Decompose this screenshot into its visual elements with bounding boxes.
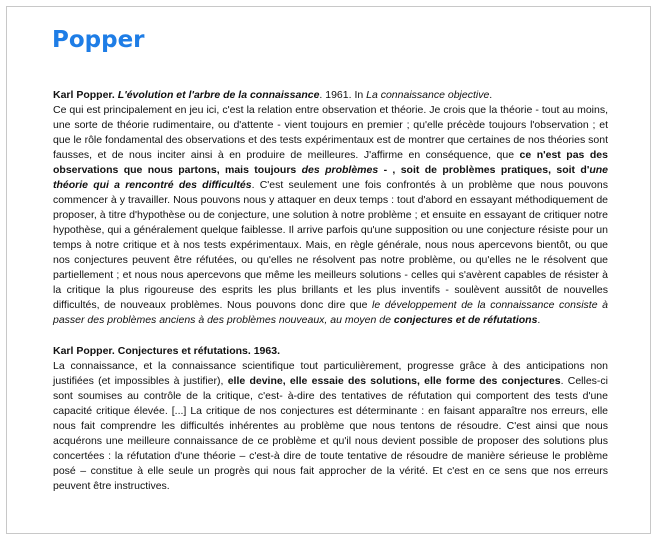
section-1-bold-italic-2: une théorie qui a rencontré des difficultés [53,164,608,191]
section-1-date: . 1961. In [319,89,367,101]
section-2-text-2: . Celles-ci sont soumises au contrôle de la critique, c'est- à-dire des tentatives de réfutation qui comportent des tests d'une capacité critique élevée. [...] La critique de nos conjectures est déterminante : en faisant apparaître nos erreurs, elle nous fait comprendre les difficultés inhérentes au problème que nous tentons de résoudre. C'est ainsi que nous acquérons une meilleure connaissance de ce problème et qu'il nous devient possible de proposer des solutions plus concertées : la réfutation d'une théorie – c'est-à dire de toute tentative de résoudre de manière sérieuse le problème posé – constitue à elle seule un progrès qui nous fait approcher de la vérité. Et c'est en ce sens que nos erreurs peuvent être instructives. [53,375,608,492]
section-1-text-1: Ce qui est principalement en jeu ici, c'est la relation entre observation et théorie. Je crois que la théorie - tout au moins, une sorte de théorie rudimentaire, ou d'attente - vient toujours en premier ; qu'elle précède toujours l'observation ; et que le rôle fondamental des observations et des tests expérimentaux est de montrer que certaines de nos théories sont fausses, et de nous inciter ainsi à en produire de meilleures. J'affirme en conséquence, que [53,104,608,161]
section-1-author: Karl Popper. [53,89,118,101]
section-1-text-2: . C'est seulement une fois confrontés à un problème que nous pouvons commencer à y travailler. Nous pouvons nous y attaquer en deux temps : tout d'abord en essayant méthodiquement de proposer, à titre d'hypothèse ou de conjecture, une solution à notre problème ; et ensuite en essayant de critiquer notre hypothèse, qui a généralement quelque faiblesse. Il arrive parfois qu'une supposition ou une conjecture résiste pour un temps à notre critique et à nos tests expérimentaux. Mais, en règle générale, nous nous apercevons bientôt, ou que nos conjectures peuvent être réfutées, ou qu'elles ne résolvent pas notre problème, ou qu'elles ne le résolvent que partiellement ; et nous nous apercevons que même les meilleurs solutions - celles qui s'avèrent capables de résister à la critique la plus rigoureuse des esprits les plus brillants et les plus inventifs - soulèvent aussitôt de nouvelles difficultés, de nouveaux problèmes. Nous pouvons donc dire que [53,179,608,311]
page-title: Popper [52,27,145,53]
section-1-work-title: L'évolution et l'arbre de la connaissance [117,89,320,101]
section-1-source: La connaissance objective [366,89,490,101]
section-1-bold-italic-1: des problèmes [301,164,379,176]
section-2-text-1: La connaissance, et la connaissance scientifique tout particulièrement, progresse grâce à des anticipations non justifiées (et impossibles à justifier), [53,360,608,387]
section-1-italic-1: le développement de la connaissance consiste à passer des problèmes anciens à des problèmes nouveaux, au moyen de [53,299,608,326]
section-conjectures [53,344,608,494]
section-1-bold-2: - , soit de problèmes pratiques, soit d' [378,164,590,176]
section-1-text-3: . [537,314,541,326]
section-1-bold-1: ce n'est pas des observations que nous partons, mais toujours [53,149,608,176]
section-2-heading: Karl Popper. Conjectures et réfutations. 1963. [53,345,280,357]
document-body [53,88,608,494]
section-1-bold-italic-3: conjectures et de réfutations [393,314,538,326]
section-1-heading-end: . [489,89,493,101]
section-2-bold-1: elle devine, elle essaie des solutions, elle forme des conjectures [227,375,561,387]
section-evolution [53,88,608,328]
